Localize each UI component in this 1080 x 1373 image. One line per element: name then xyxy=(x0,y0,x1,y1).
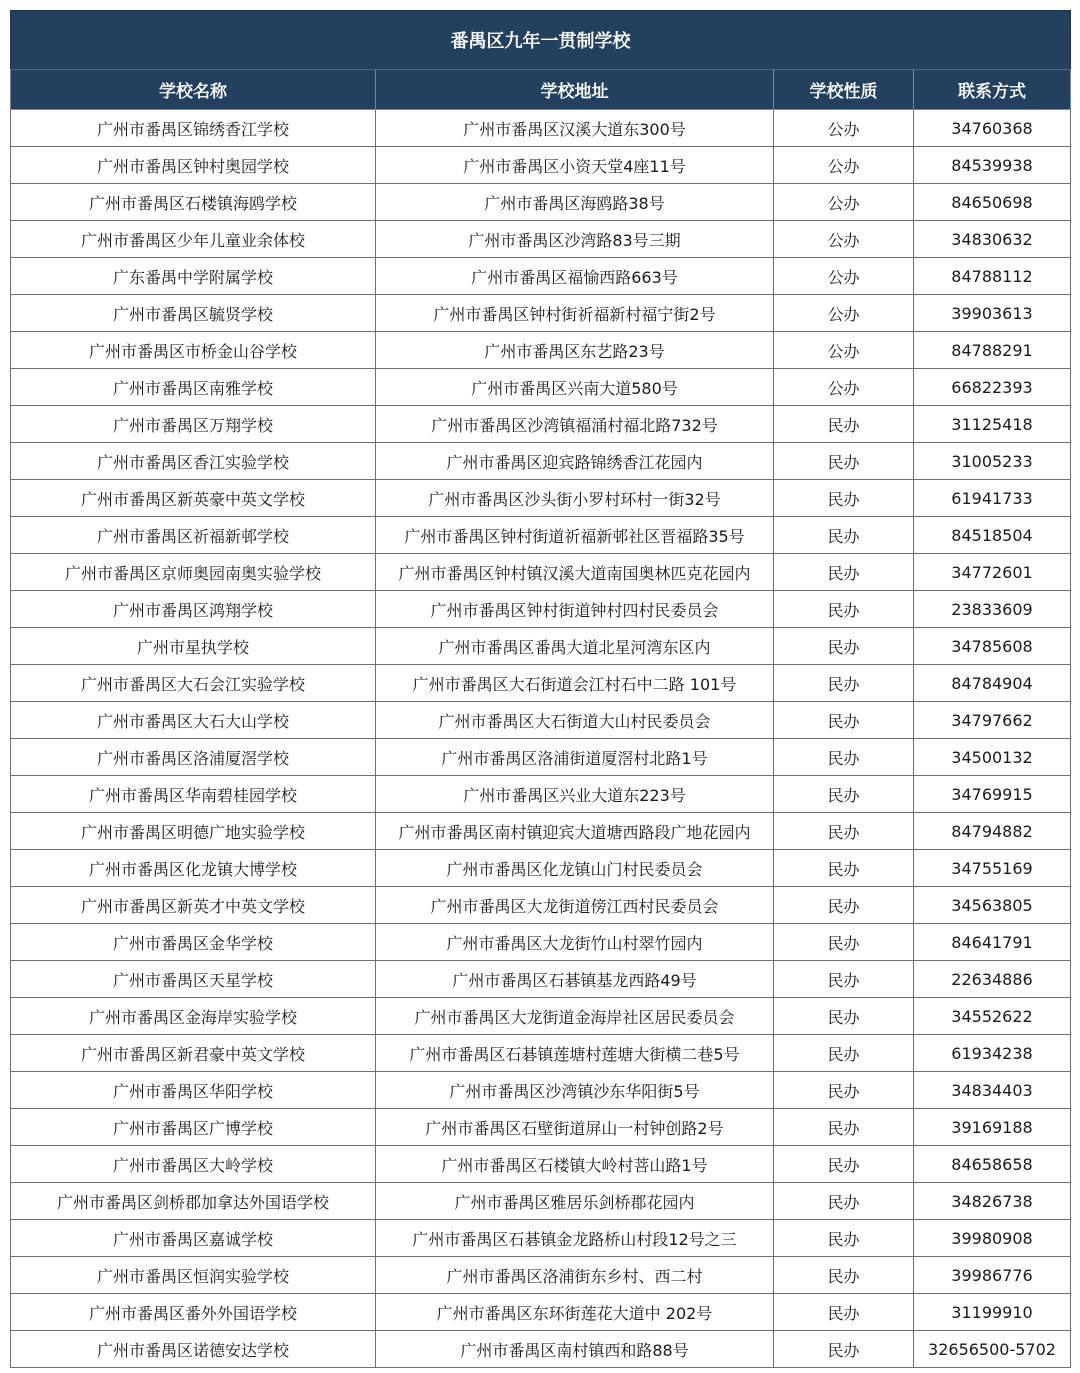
school-address-cell: 广州市番禺区福愉西路663号 xyxy=(376,258,774,295)
table-row xyxy=(11,332,1071,369)
school-name-cell: 广州市番禺区钟村奥园学校 xyxy=(11,147,376,184)
school-type-cell: 民办 xyxy=(774,850,914,887)
column-header-school-name: 学校名称 xyxy=(11,70,376,110)
contact-cell: 84788291 xyxy=(914,332,1071,369)
school-type-cell: 民办 xyxy=(774,406,914,443)
contact-cell: 39980908 xyxy=(914,1220,1071,1257)
table-row xyxy=(11,1257,1071,1294)
school-address-cell: 广州市番禺区石壁街道屏山一村钟创路2号 xyxy=(376,1109,774,1146)
school-type-cell: 公办 xyxy=(774,332,914,369)
school-type-cell: 民办 xyxy=(774,628,914,665)
school-address-cell: 广州市番禺区兴业大道东223号 xyxy=(376,776,774,813)
school-name-cell: 广东番禺中学附属学校 xyxy=(11,258,376,295)
table-row xyxy=(11,554,1071,591)
school-type-cell: 民办 xyxy=(774,1146,914,1183)
contact-cell: 84658658 xyxy=(914,1146,1071,1183)
school-type-cell: 公办 xyxy=(774,369,914,406)
table-row xyxy=(11,998,1071,1035)
school-name-cell: 广州市番禺区大岭学校 xyxy=(11,1146,376,1183)
school-type-cell: 民办 xyxy=(774,776,914,813)
school-type-cell: 民办 xyxy=(774,998,914,1035)
school-address-cell: 广州市番禺区大石街道大山村民委员会 xyxy=(376,702,774,739)
column-header-contact: 联系方式 xyxy=(914,70,1071,110)
school-name-cell: 广州市番禺区诺德安达学校 xyxy=(11,1331,376,1368)
school-address-cell: 广州市番禺区南村镇迎宾大道塘西路段广地花园内 xyxy=(376,813,774,850)
school-name-cell: 广州市番禺区金海岸实验学校 xyxy=(11,998,376,1035)
school-name-cell: 广州市番禺区少年儿童业余体校 xyxy=(11,221,376,258)
school-address-cell: 广州市番禺区沙湾路83号三期 xyxy=(376,221,774,258)
school-name-cell: 广州市番禺区广博学校 xyxy=(11,1109,376,1146)
school-type-cell: 公办 xyxy=(774,147,914,184)
table-row xyxy=(11,924,1071,961)
contact-cell: 39986776 xyxy=(914,1257,1071,1294)
table-row xyxy=(11,1294,1071,1331)
school-address-cell: 广州市番禺区钟村街道祈福新邨社区晋福路35号 xyxy=(376,517,774,554)
school-name-cell: 广州市番禺区嘉诚学校 xyxy=(11,1220,376,1257)
school-name-cell: 广州市番禺区大石大山学校 xyxy=(11,702,376,739)
school-address-cell: 广州市番禺区洛浦街东乡村、西二村 xyxy=(376,1257,774,1294)
table-row xyxy=(11,1109,1071,1146)
school-name-cell: 广州市番禺区新英豪中英文学校 xyxy=(11,480,376,517)
contact-cell: 34785608 xyxy=(914,628,1071,665)
school-address-cell: 广州市番禺区大龙街竹山村翠竹园内 xyxy=(376,924,774,961)
school-address-cell: 广州市番禺区石碁镇基龙西路49号 xyxy=(376,961,774,998)
school-address-cell: 广州市番禺区钟村街道钟村四村民委员会 xyxy=(376,591,774,628)
school-type-cell: 民办 xyxy=(774,591,914,628)
school-type-cell: 民办 xyxy=(774,554,914,591)
school-name-cell: 广州市番禺区华阳学校 xyxy=(11,1072,376,1109)
school-address-cell: 广州市番禺区迎宾路锦绣香江花园内 xyxy=(376,443,774,480)
school-type-cell: 民办 xyxy=(774,1035,914,1072)
school-name-cell: 广州市番禺区鸿翔学校 xyxy=(11,591,376,628)
school-name-cell: 广州市番禺区祈福新邨学校 xyxy=(11,517,376,554)
school-name-cell: 广州市番禺区香江实验学校 xyxy=(11,443,376,480)
school-address-cell: 广州市番禺区化龙镇山门村民委员会 xyxy=(376,850,774,887)
table-title: 番禺区九年一贯制学校 xyxy=(11,11,1071,70)
contact-cell: 31005233 xyxy=(914,443,1071,480)
school-address-cell: 广州市番禺区海鸥路38号 xyxy=(376,184,774,221)
school-type-cell: 民办 xyxy=(774,702,914,739)
table-row xyxy=(11,739,1071,776)
school-type-cell: 民办 xyxy=(774,813,914,850)
contact-cell: 84518504 xyxy=(914,517,1071,554)
school-type-cell: 民办 xyxy=(774,1220,914,1257)
school-type-cell: 民办 xyxy=(774,443,914,480)
contact-cell: 34769915 xyxy=(914,776,1071,813)
contact-cell: 34830632 xyxy=(914,221,1071,258)
school-name-cell: 广州市番禺区市桥金山谷学校 xyxy=(11,332,376,369)
table-row xyxy=(11,369,1071,406)
table-row xyxy=(11,850,1071,887)
school-address-cell: 广州市番禺区雅居乐剑桥郡花园内 xyxy=(376,1183,774,1220)
table-row xyxy=(11,443,1071,480)
table-row xyxy=(11,221,1071,258)
table-row xyxy=(11,480,1071,517)
table-row xyxy=(11,1072,1071,1109)
school-name-cell: 广州市番禺区毓贤学校 xyxy=(11,295,376,332)
contact-cell: 84794882 xyxy=(914,813,1071,850)
school-type-cell: 公办 xyxy=(774,221,914,258)
table-row xyxy=(11,406,1071,443)
contact-cell: 34500132 xyxy=(914,739,1071,776)
school-address-cell: 广州市番禺区沙头街小罗村环村一街32号 xyxy=(376,480,774,517)
contact-cell: 39169188 xyxy=(914,1109,1071,1146)
school-name-cell: 广州市番禺区明德广地实验学校 xyxy=(11,813,376,850)
school-name-cell: 广州市番禺区万翔学校 xyxy=(11,406,376,443)
school-address-cell: 广州市番禺区钟村街祈福新村福宁街2号 xyxy=(376,295,774,332)
school-address-cell: 广州市番禺区石碁镇金龙路桥山村段12号之三 xyxy=(376,1220,774,1257)
school-address-cell: 广州市番禺区兴南大道580号 xyxy=(376,369,774,406)
school-name-cell: 广州市番禺区天星学校 xyxy=(11,961,376,998)
table-row xyxy=(11,517,1071,554)
contact-cell: 23833609 xyxy=(914,591,1071,628)
contact-cell: 34563805 xyxy=(914,887,1071,924)
school-name-cell: 广州市番禺区石楼镇海鸥学校 xyxy=(11,184,376,221)
school-name-cell: 广州市番禺区金华学校 xyxy=(11,924,376,961)
school-type-cell: 民办 xyxy=(774,665,914,702)
school-type-cell: 民办 xyxy=(774,1294,914,1331)
school-address-cell: 广州市番禺区沙湾镇沙东华阳街5号 xyxy=(376,1072,774,1109)
school-address-cell: 广州市番禺区小资天堂4座11号 xyxy=(376,147,774,184)
school-name-cell: 广州市番禺区剑桥郡加拿达外国语学校 xyxy=(11,1183,376,1220)
contact-cell: 34552622 xyxy=(914,998,1071,1035)
contact-cell: 31125418 xyxy=(914,406,1071,443)
table-row xyxy=(11,1331,1071,1368)
contact-cell: 34826738 xyxy=(914,1183,1071,1220)
column-header-school-address: 学校地址 xyxy=(376,70,774,110)
table-row xyxy=(11,961,1071,998)
school-address-cell: 广州市番禺区大石街道会江村石中二路 101号 xyxy=(376,665,774,702)
table-row xyxy=(11,776,1071,813)
school-table xyxy=(10,10,1071,1368)
contact-cell: 34772601 xyxy=(914,554,1071,591)
contact-cell: 31199910 xyxy=(914,1294,1071,1331)
school-type-cell: 民办 xyxy=(774,1257,914,1294)
school-address-cell: 广州市番禺区南村镇西和路88号 xyxy=(376,1331,774,1368)
table-row xyxy=(11,665,1071,702)
contact-cell: 34834403 xyxy=(914,1072,1071,1109)
school-name-cell: 广州市番禺区新君豪中英文学校 xyxy=(11,1035,376,1072)
school-address-cell: 广州市番禺区沙湾镇福涌村福北路732号 xyxy=(376,406,774,443)
school-address-cell: 广州市番禺区大龙街道傍江西村民委员会 xyxy=(376,887,774,924)
school-name-cell: 广州市番禺区化龙镇大博学校 xyxy=(11,850,376,887)
table-row xyxy=(11,110,1071,147)
school-name-cell: 广州市番禺区洛浦厦滘学校 xyxy=(11,739,376,776)
table-row xyxy=(11,628,1071,665)
school-type-cell: 民办 xyxy=(774,1183,914,1220)
school-type-cell: 公办 xyxy=(774,258,914,295)
school-address-cell: 广州市番禺区东环街莲花大道中 202号 xyxy=(376,1294,774,1331)
school-address-cell: 广州市番禺区石碁镇莲塘村莲塘大街横二巷5号 xyxy=(376,1035,774,1072)
school-name-cell: 广州市番禺区华南碧桂园学校 xyxy=(11,776,376,813)
contact-cell: 66822393 xyxy=(914,369,1071,406)
contact-cell: 34797662 xyxy=(914,702,1071,739)
school-type-cell: 民办 xyxy=(774,1331,914,1368)
school-name-cell: 广州市番禺区番外外国语学校 xyxy=(11,1294,376,1331)
school-name-cell: 广州市番禺区京师奥园南奥实验学校 xyxy=(11,554,376,591)
school-type-cell: 民办 xyxy=(774,1109,914,1146)
table-row xyxy=(11,147,1071,184)
table-row xyxy=(11,295,1071,332)
contact-cell: 84641791 xyxy=(914,924,1071,961)
school-address-cell: 广州市番禺区汉溪大道东300号 xyxy=(376,110,774,147)
school-address-cell: 广州市番禺区东艺路23号 xyxy=(376,332,774,369)
school-address-cell: 广州市番禺区钟村镇汉溪大道南国奥林匹克花园内 xyxy=(376,554,774,591)
contact-cell: 84650698 xyxy=(914,184,1071,221)
table-row xyxy=(11,1035,1071,1072)
school-name-cell: 广州市番禺区恒润实验学校 xyxy=(11,1257,376,1294)
school-table-container xyxy=(10,10,1070,1368)
table-row xyxy=(11,591,1071,628)
school-type-cell: 公办 xyxy=(774,295,914,332)
contact-cell: 84784904 xyxy=(914,665,1071,702)
contact-cell: 84539938 xyxy=(914,147,1071,184)
table-row xyxy=(11,184,1071,221)
school-name-cell: 广州市番禺区大石会江实验学校 xyxy=(11,665,376,702)
contact-cell: 61934238 xyxy=(914,1035,1071,1072)
school-name-cell: 广州市星执学校 xyxy=(11,628,376,665)
table-body xyxy=(11,110,1071,1368)
school-type-cell: 民办 xyxy=(774,887,914,924)
school-type-cell: 公办 xyxy=(774,110,914,147)
contact-cell: 84788112 xyxy=(914,258,1071,295)
table-row xyxy=(11,1220,1071,1257)
school-type-cell: 民办 xyxy=(774,924,914,961)
school-type-cell: 民办 xyxy=(774,961,914,998)
table-row xyxy=(11,1146,1071,1183)
school-name-cell: 广州市番禺区新英才中英文学校 xyxy=(11,887,376,924)
school-address-cell: 广州市番禺区石楼镇大岭村菩山路1号 xyxy=(376,1146,774,1183)
school-name-cell: 广州市番禺区锦绣香江学校 xyxy=(11,110,376,147)
school-name-cell: 广州市番禺区南雅学校 xyxy=(11,369,376,406)
table-row xyxy=(11,258,1071,295)
header-row xyxy=(11,70,1071,110)
contact-cell: 34760368 xyxy=(914,110,1071,147)
school-address-cell: 广州市番禺区大龙街道金海岸社区居民委员会 xyxy=(376,998,774,1035)
school-type-cell: 民办 xyxy=(774,517,914,554)
school-type-cell: 民办 xyxy=(774,739,914,776)
school-address-cell: 广州市番禺区番禺大道北星河湾东区内 xyxy=(376,628,774,665)
school-type-cell: 公办 xyxy=(774,184,914,221)
table-row xyxy=(11,813,1071,850)
school-type-cell: 民办 xyxy=(774,480,914,517)
contact-cell: 61941733 xyxy=(914,480,1071,517)
contact-cell: 22634886 xyxy=(914,961,1071,998)
contact-cell: 39903613 xyxy=(914,295,1071,332)
table-row xyxy=(11,1183,1071,1220)
contact-cell: 32656500-5702 xyxy=(914,1331,1071,1368)
contact-cell: 34755169 xyxy=(914,850,1071,887)
school-address-cell: 广州市番禺区洛浦街道厦滘村北路1号 xyxy=(376,739,774,776)
table-row xyxy=(11,702,1071,739)
school-type-cell: 民办 xyxy=(774,1072,914,1109)
table-row xyxy=(11,887,1071,924)
column-header-school-type: 学校性质 xyxy=(774,70,914,110)
